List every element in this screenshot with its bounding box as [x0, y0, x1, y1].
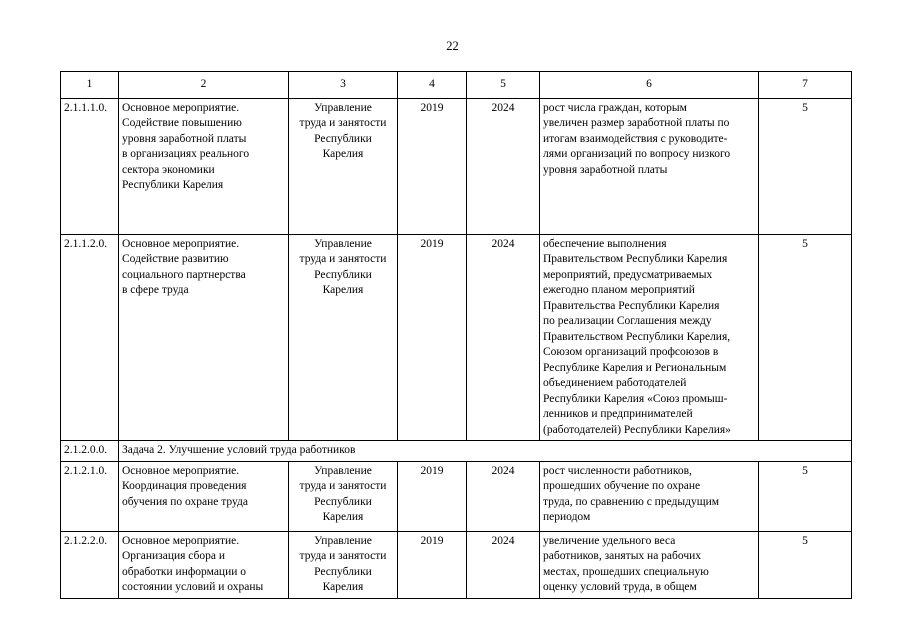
- activity-cell: Основное мероприятие. Содействие повышению уровня заработной платы в организациях реального сектора экономики Республики Карелия: [119, 98, 289, 234]
- row-code: 2.1.2.2.0.: [61, 531, 119, 598]
- result-cell: рост численности работников, прошедших обучение по охране труда, по сравнению с предыдущим периодом: [540, 461, 759, 531]
- result-cell: рост числа граждан, которым увеличен размер заработной платы по итогам взаимодействия с руководите- лями организаций по вопросу низкого уровня заработной платы: [540, 98, 759, 234]
- result-cell: увеличение удельного веса работников, занятых на рабочих местах, прошедших специальную оценку условий труда, в общем: [540, 531, 759, 598]
- activity-cell: Основное мероприятие. Содействие развитию социального партнерства в сфере труда: [119, 234, 289, 441]
- row-code: 2.1.1.1.0.: [61, 98, 119, 234]
- executor-cell: Управление труда и занятости Республики Карелия: [289, 234, 398, 441]
- row-code: 2.1.2.0.0.: [61, 441, 119, 462]
- col7-cell: 5: [759, 234, 852, 441]
- start-year-cell: 2019: [398, 234, 467, 441]
- end-year-cell: 2024: [467, 531, 540, 598]
- column-header: 4: [398, 72, 467, 99]
- table-row: [61, 531, 852, 598]
- activity-cell: Основное мероприятие. Координация проведения обучения по охране труда: [119, 461, 289, 531]
- end-year-cell: 2024: [467, 461, 540, 531]
- col7-cell: 5: [759, 531, 852, 598]
- task-title: Задача 2. Улучшение условий труда работников: [119, 441, 852, 462]
- column-header: 2: [119, 72, 289, 99]
- executor-cell: Управление труда и занятости Республики Карелия: [289, 461, 398, 531]
- column-header: 6: [540, 72, 759, 99]
- start-year-cell: 2019: [398, 461, 467, 531]
- table-row: [61, 234, 852, 441]
- executor-cell: Управление труда и занятости Республики Карелия: [289, 531, 398, 598]
- end-year-cell: 2024: [467, 98, 540, 234]
- row-code: 2.1.2.1.0.: [61, 461, 119, 531]
- column-header: 1: [61, 72, 119, 99]
- column-header: 7: [759, 72, 852, 99]
- col7-cell: 5: [759, 461, 852, 531]
- column-header: 3: [289, 72, 398, 99]
- activities-table: [60, 71, 852, 599]
- column-header: 5: [467, 72, 540, 99]
- end-year-cell: 2024: [467, 234, 540, 441]
- result-cell: обеспечение выполнения Правительством Республики Карелия мероприятий, предусматриваемых ежегодно планом мероприятий Правительства Республики Карелия по реализации Соглашения между Правительством Республики Карелия, Союзом организаций профсоюзов в Республике Карелия и Региональным объединением работодателей Республики Карелия «Союз промыш- ленников и предпринимателей (работодателей) Республики Карелия»: [540, 234, 759, 441]
- col7-cell: 5: [759, 98, 852, 234]
- task-row: [61, 441, 852, 462]
- table-row: [61, 98, 852, 234]
- executor-cell: Управление труда и занятости Республики Карелия: [289, 98, 398, 234]
- page-number: 22: [446, 39, 459, 53]
- start-year-cell: 2019: [398, 98, 467, 234]
- table-row: [61, 461, 852, 531]
- activity-cell: Основное мероприятие. Организация сбора и обработки информации о состоянии условий и охраны: [119, 531, 289, 598]
- header-row: [61, 72, 852, 99]
- row-code: 2.1.1.2.0.: [61, 234, 119, 441]
- start-year-cell: 2019: [398, 531, 467, 598]
